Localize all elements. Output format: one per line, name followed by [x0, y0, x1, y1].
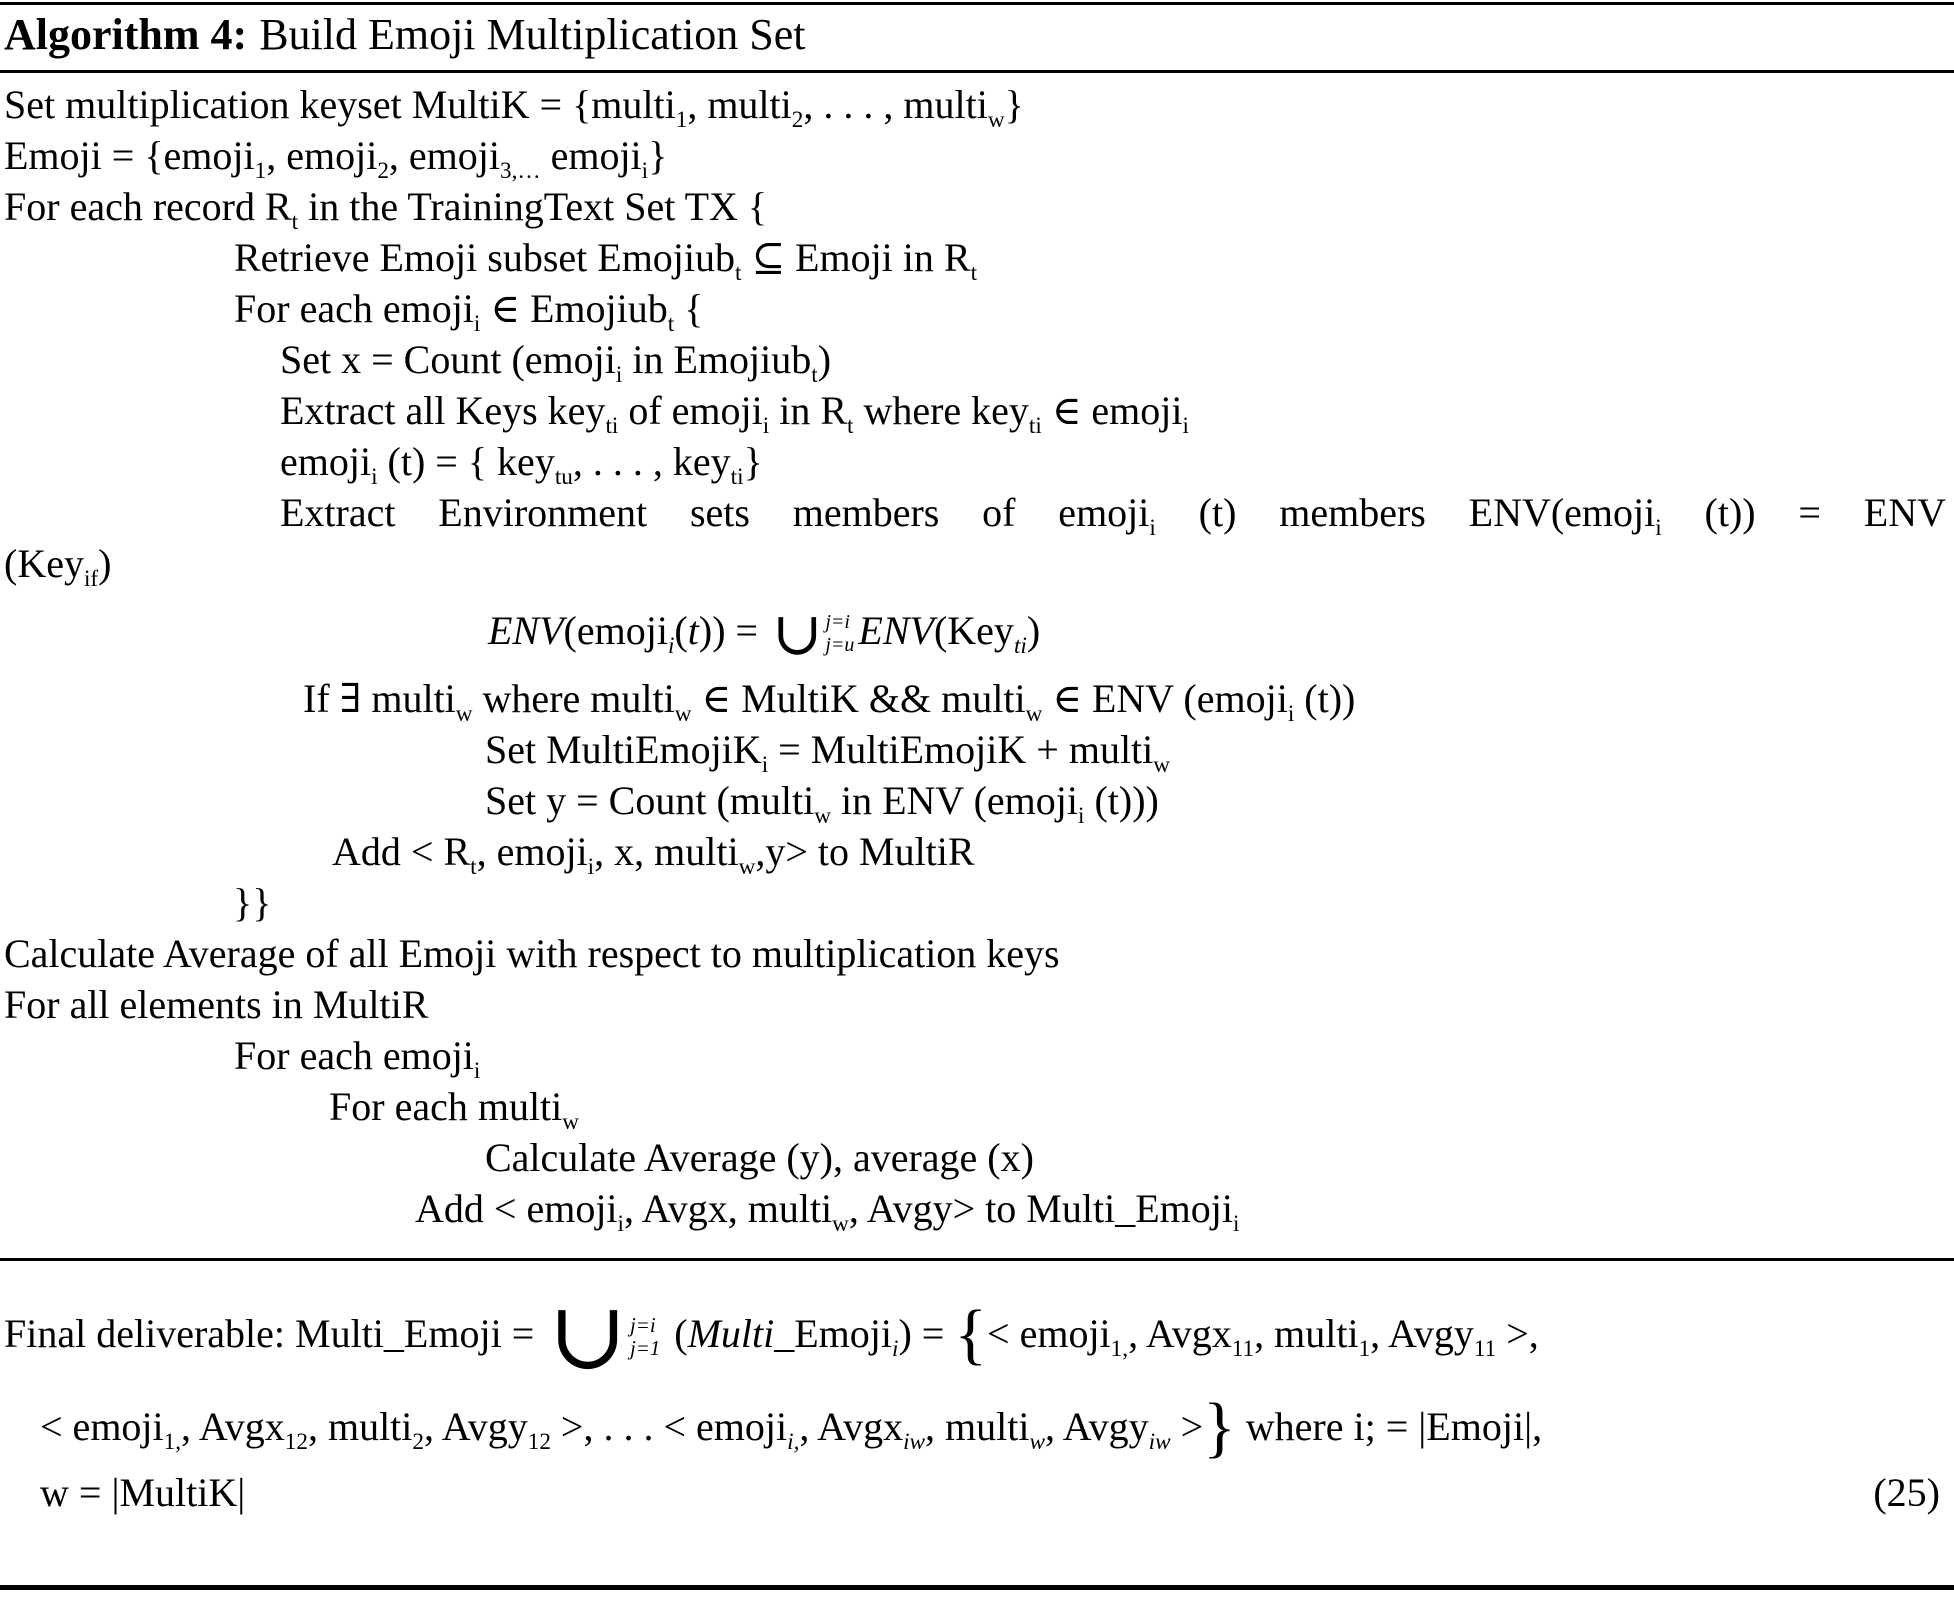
algo-line-10: (Key$_{if}$)	[4, 540, 112, 592]
algo-line-16: }}	[233, 879, 272, 925]
final-line-2: < emoji$_{1,}$, Avgx$_{12}$, multi$_2$, Avgy$_{12}$ >, . . . < emoji$_{i,}$, Avgx$_{iw}$, multi$_w$, Avgy$_{iw}$ >} where i; = |Emoji|,	[40, 1388, 1543, 1465]
final-deliverable-lines	[0, 1275, 1950, 1465]
union-operator-icon: ∪ j=i j=1	[548, 1285, 661, 1390]
big-brace: {	[954, 1295, 988, 1372]
algorithm-body	[0, 73, 1954, 1237]
algorithm-header	[0, 2, 1954, 73]
algo-line-4: Retrieve Emoji subset Emojiub$_t$ ⊆ Emoji in $R_t$	[234, 234, 978, 286]
w-definition: w = |MultiK|	[40, 1469, 246, 1515]
algorithm-number: Algorithm 4:	[4, 10, 248, 59]
algo-line-15: Add < $R_t$, emoji$_i$, x, multi$_w$,y> to MultiR	[332, 828, 975, 880]
bottom-rule	[0, 1585, 1954, 1590]
algo-line-11: ENV(emoji$_i$(t)) = ∪ j=i j=u ENV(Key$_{ti}$)	[488, 601, 1041, 668]
algo-line-2: Emoji = {emoji$_1$, emoji$_2$, emoji$_{3,\dots}$ emoji$_i$}	[4, 132, 668, 184]
algo-line-17: Calculate Average of all Emoji with respect to multiplication keys	[4, 930, 1060, 976]
algo-line-9: Extract Environment sets members of emoji$_i$ (t) members ENV(emoji$_i$ (t)) = ENV	[280, 489, 1946, 541]
algo-line-6: Set x = Count (emoji$_i$ in Emojiub$_t$)	[280, 336, 832, 388]
big-brace: }	[1203, 1388, 1236, 1465]
algo-line-5: For each emoji$_i$ ∈ Emojiub$_t$ {	[234, 285, 704, 337]
algo-line-1: Set multiplication keyset MultiK = {multi$_1$, multi$_2$, . . . , multi$_w$}	[4, 81, 1024, 133]
final-line-1: Final deliverable: Multi_Emoji = ∪ j=i j=1 (Multi_Emoji$_i$) = {< emoji$_{1,}$, Avgx$_{11}$, multi$_1$, Avgy$_{11}$ >,	[4, 1285, 1539, 1390]
equation-number: (25)	[1873, 1469, 1940, 1515]
algo-line-13: Set MultiEmojiK$_i$ = MultiEmojiK + multi$_w$	[485, 726, 1171, 778]
union-operator-icon: ∪ j=i j=u	[772, 601, 855, 668]
algo-line-20: For each multi$_w$	[329, 1083, 580, 1135]
algo-line-14: Set y = Count (multi$_w$ in ENV (emoji$_i$ (t)))	[485, 777, 1159, 829]
algorithm-title: Build Emoji Multiplication Set	[259, 10, 806, 59]
algo-line-12: If ∃ multi$_w$ where multi$_w$ ∈ MultiK && multi$_w$ ∈ ENV (emoji$_i$ (t))	[303, 675, 1356, 727]
final-deliverable-block	[0, 1261, 1954, 1523]
algo-line-8: emoji$_i$ (t) = { key$_{tu}$, . . . , key$_{ti}$}	[280, 438, 763, 490]
algo-line-7: Extract all Keys key$_{ti}$ of emoji$_i$ in $R_t$ where key$_{ti}$ ∈ emoji$_i$	[280, 387, 1189, 439]
algo-line-21: Calculate Average (y), average (x)	[485, 1134, 1034, 1180]
algo-line-19: For each emoji$_i$	[234, 1032, 481, 1084]
algo-line-22: Add < emoji$_i$, Avgx, multi$_w$, Avgy> to Multi_Emoji$_i$	[415, 1185, 1240, 1237]
algo-line-18: For all elements in MultiR	[4, 981, 429, 1027]
final-line-last	[0, 1463, 1950, 1523]
algo-line-3: For each record $R_t$ in the TrainingText Set TX {	[4, 183, 768, 235]
